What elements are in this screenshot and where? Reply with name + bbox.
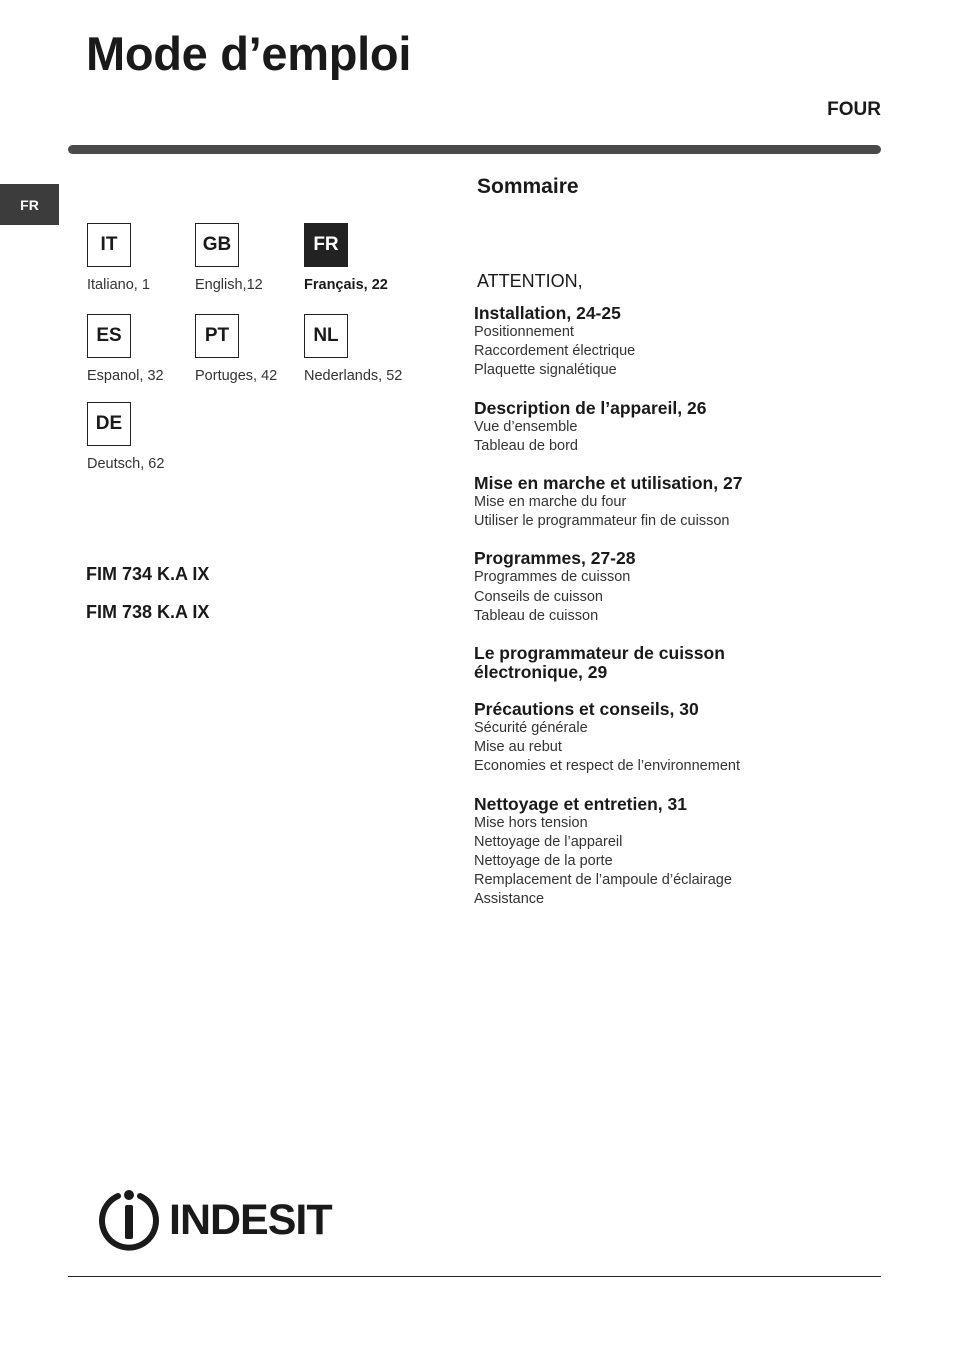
language-item-gb[interactable] [195, 223, 263, 293]
language-label: Nederlands, 52 [304, 368, 403, 384]
indesit-logo [98, 1188, 332, 1252]
toc-item[interactable]: Utiliser le programmateur fin de cuisson [474, 513, 730, 530]
toc-item[interactable]: Programmes de cuisson [474, 569, 631, 586]
language-item-nl[interactable] [304, 314, 402, 384]
language-code-box: GB [195, 223, 239, 267]
toc-section-title[interactable]: Installation, 24-25 [474, 303, 621, 323]
language-code-box: DE [87, 402, 131, 446]
toc-item[interactable]: Assistance [474, 891, 545, 908]
toc-item[interactable]: Mise hors tension [474, 814, 588, 831]
toc-section [474, 795, 874, 910]
language-code-box: NL [304, 314, 348, 358]
language-code-box: PT [195, 314, 239, 358]
toc-section [474, 644, 874, 682]
bottom-divider [68, 1276, 881, 1277]
toc-section [474, 549, 874, 626]
language-item-de[interactable] [87, 402, 164, 472]
toc-section-title[interactable]: Description de l’appareil, 26 [474, 397, 707, 418]
language-label: Deutsch, 62 [87, 456, 165, 472]
toc-heading: Sommaire [477, 175, 579, 198]
model-number: FIM 734 K.A IX [86, 564, 210, 584]
toc-item[interactable]: Positionnement [474, 324, 574, 340]
toc-section [474, 474, 874, 531]
toc-item[interactable]: Mise en marche du four [474, 494, 627, 511]
toc-item[interactable]: Vue d’ensemble [474, 418, 578, 435]
language-code-box: IT [87, 223, 131, 267]
language-label: Espanol, 32 [87, 368, 164, 384]
language-label: English,12 [195, 277, 263, 293]
toc-section-title[interactable]: Mise en marche et utilisation, 27 [474, 473, 743, 494]
language-label-active: Français, 22 [304, 277, 388, 293]
toc-item[interactable]: Sécurité générale [474, 720, 588, 737]
page-title: Mode d’emploi [86, 27, 412, 80]
toc-item[interactable]: Raccordement électrique [474, 343, 636, 360]
toc-section [474, 399, 874, 456]
language-label: Portuges, 42 [195, 368, 278, 384]
toc-section-title[interactable]: Programmes, 27-28 [474, 548, 636, 569]
model-number: FIM 738 K.A IX [86, 602, 210, 622]
language-item-es[interactable] [87, 314, 164, 384]
toc-item[interactable]: Plaquette signalétique [474, 362, 617, 379]
toc-section-title[interactable]: Précautions et conseils, 30 [474, 699, 699, 720]
brand-name: INDESIT [169, 1195, 332, 1244]
toc-section-title-continued[interactable]: électronique, 29 [474, 662, 608, 683]
language-code-box-active: FR [304, 223, 348, 267]
toc-section [474, 304, 874, 381]
toc-item[interactable]: Tableau de cuisson [474, 607, 599, 624]
language-item-fr[interactable] [304, 223, 388, 293]
toc-item[interactable]: Conseils de cuisson [474, 588, 603, 605]
toc-section [474, 700, 874, 777]
toc-item[interactable]: Nettoyage de la porte [474, 853, 613, 870]
toc-item[interactable]: Mise au rebut [474, 739, 562, 756]
language-label: Italiano, 1 [87, 277, 150, 293]
product-type: FOUR [827, 99, 881, 120]
toc-item[interactable]: Tableau de bord [474, 437, 578, 454]
language-side-tab: FR [0, 184, 59, 225]
toc-item[interactable]: Economies et respect de l’environnement [474, 758, 740, 775]
indesit-i-logo-icon [98, 1188, 160, 1252]
toc-section-title[interactable]: Le programmateur de cuisson [474, 643, 725, 664]
language-code-box: ES [87, 314, 131, 358]
toc-section-title[interactable]: Nettoyage et entretien, 31 [474, 793, 687, 814]
top-divider [68, 145, 881, 154]
language-item-pt[interactable] [195, 314, 277, 384]
attention-label: ATTENTION, [477, 271, 583, 291]
toc-item[interactable]: Remplacement de l’ampoule d’éclairage [474, 872, 732, 889]
language-item-it[interactable] [87, 223, 150, 293]
toc-item[interactable]: Nettoyage de l’appareil [474, 833, 623, 850]
table-of-contents [474, 304, 874, 928]
